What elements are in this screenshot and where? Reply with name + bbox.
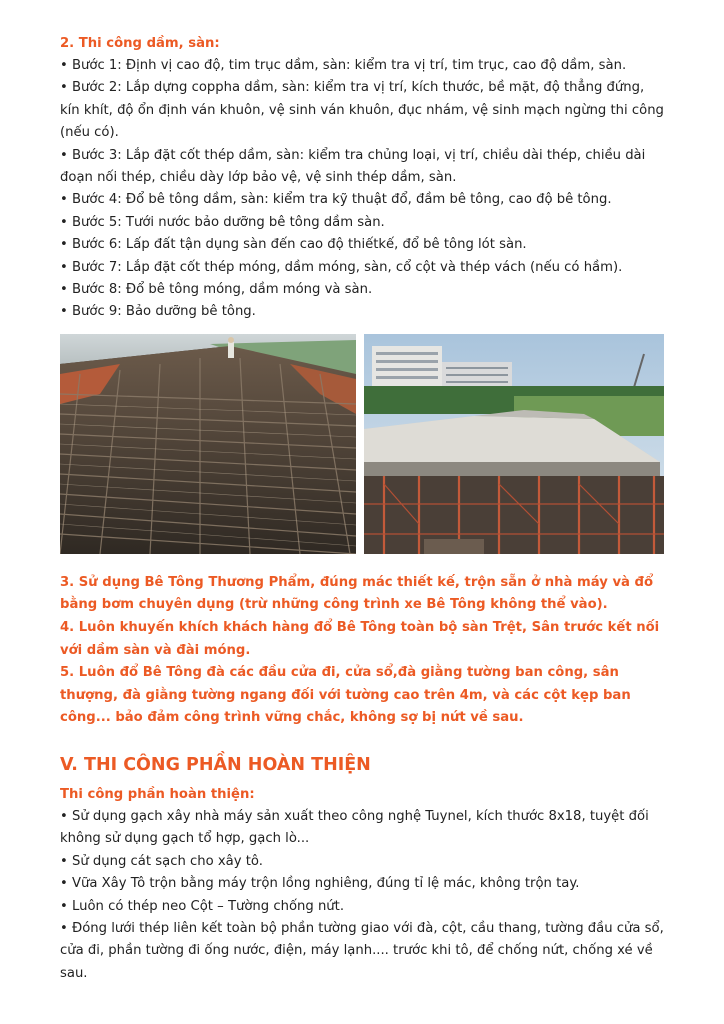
rebar-mesh-photo <box>60 334 356 554</box>
section-5-items <box>60 806 664 985</box>
note-4: 4. Luôn khuyến khích khách hàng đổ Bê Tông toàn bộ sàn Trệt, Sân trước kết nối với dầm sàn và đài móng. <box>60 620 660 658</box>
construction-notes <box>60 572 664 730</box>
step-item: • Bước 1: Định vị cao độ, tim trục dầm, sàn: kiểm tra vị trí, tim trục, cao độ dầm, sàn. <box>60 55 664 77</box>
note-3: 3. Sử dụng Bê Tông Thương Phẩm, đúng mác thiết kế, trộn sẵn ở nhà máy và đổ bằng bơm chuyên dụng (trừ những công trình xe Bê Tông không thể vào). <box>60 574 654 613</box>
construction-photos <box>60 334 664 554</box>
concrete-slab-photo <box>364 334 664 554</box>
section-5-subheading: Thi công phần hoàn thiện: <box>60 787 255 803</box>
finishing-item: • Luôn có thép neo Cột – Tường chống nứt. <box>60 896 664 918</box>
finishing-item: • Sử dụng cát sạch cho xây tô. <box>60 851 664 873</box>
step-item: • Bước 3: Lắp đặt cốt thép dầm, sàn: kiểm tra chủng loại, vị trí, chiều dài thép, chiều dài đoạn nối thép, chiều dày lớp bảo vệ, vệ sinh thép dầm, sàn. <box>60 145 664 190</box>
section-5-title: V. THI CÔNG PHẦN HOÀN THIỆN <box>60 755 371 776</box>
note-5: 5. Luôn đổ Bê Tông đà các đầu cửa đi, cửa sổ,đà giằng tường ban công, sân thượng, đà giằng tường ngang đối với tường cao trên 4m, và các cột kẹp ban công... bảo đảm công trình vững chắc, không sợ bị nứt về sau. <box>60 665 631 726</box>
finishing-item: • Vữa Xây Tô trộn bằng máy trộn lồng nghiêng, đúng tỉ lệ mác, không trộn tay. <box>60 873 664 895</box>
step-item: • Bước 4: Đổ bê tông dầm, sàn: kiểm tra kỹ thuật đổ, đầm bê tông, cao độ bê tông. <box>60 189 664 211</box>
finishing-item: • Sử dụng gạch xây nhà máy sản xuất theo công nghệ Tuynel, kích thước 8x18, tuyệt đối không sử dụng gạch tổ hợp, gạch lò... <box>60 806 664 851</box>
step-item: • Bước 9: Bảo dưỡng bê tông. <box>60 301 664 323</box>
step-item: • Bước 6: Lấp đất tận dụng sàn đến cao độ thiếtkế, đổ bê tông lót sàn. <box>60 234 664 256</box>
step-item: • Bước 5: Tưới nước bảo dưỡng bê tông dầm sàn. <box>60 212 664 234</box>
step-item: • Bước 8: Đổ bê tông móng, dầm móng và sàn. <box>60 279 664 301</box>
section-2-heading: 2. Thi công dầm, sàn: <box>60 36 220 51</box>
finishing-item: • Đóng lưới thép liên kết toàn bộ phần tường giao với đà, cột, cầu thang, tường đầu cửa sổ, cửa đi, phần tường đi ống nước, điện, máy lạnh.... trước khi tô, để chống nứt, chống xé về sau. <box>60 918 664 985</box>
step-item: • Bước 7: Lắp đặt cốt thép móng, dầm móng, sàn, cổ cột và thép vách (nếu có hầm). <box>60 257 664 279</box>
step-item: • Bước 2: Lắp dựng coppha dầm, sàn: kiểm tra vị trí, kích thước, bề mặt, độ thẳng đứng, kín khít, độ ổn định ván khuôn, vệ sinh ván khuôn, đục nhám, vệ sinh mạch ngừng thi công (nếu có). <box>60 77 664 144</box>
section-2-steps <box>60 55 664 324</box>
